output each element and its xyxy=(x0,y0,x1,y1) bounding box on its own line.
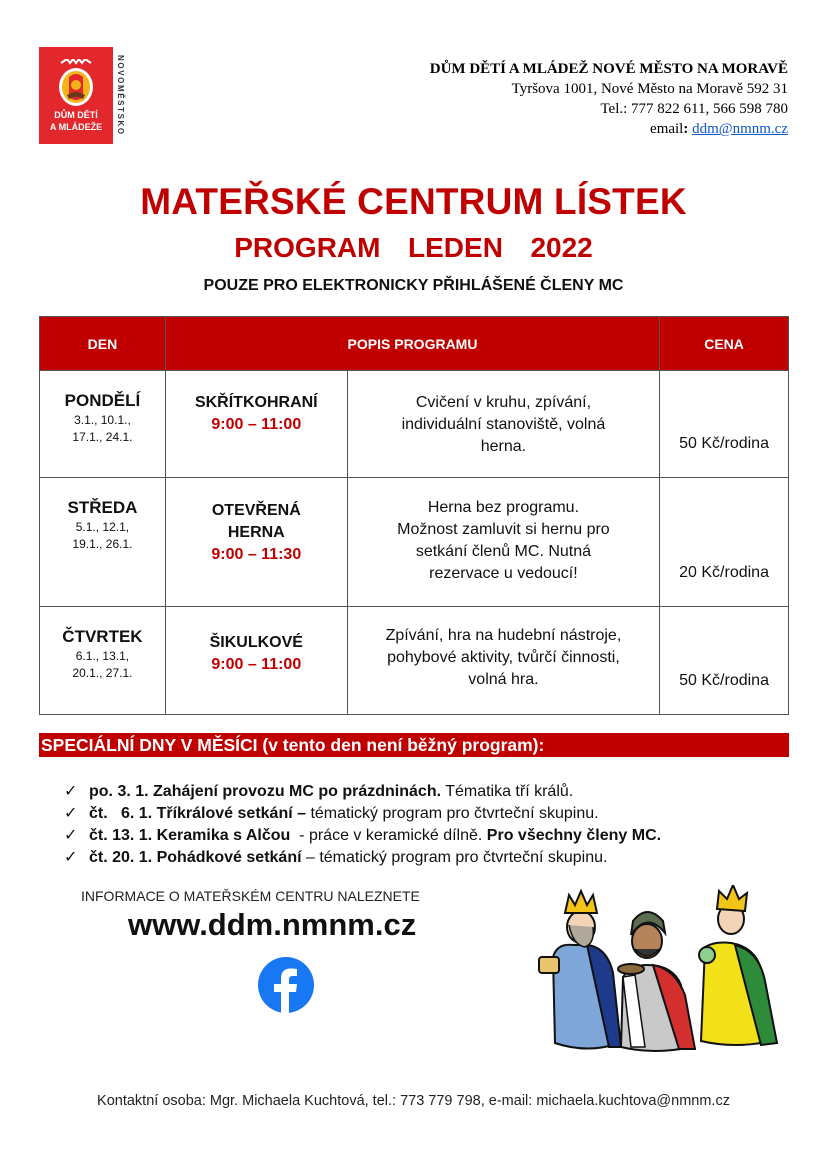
item-highlight: čt. 6. 1. Tříkrálové setkání – xyxy=(89,805,306,822)
check-icon: ✓ xyxy=(64,783,78,800)
special-days-list xyxy=(64,781,661,869)
program-description: herna. xyxy=(480,438,527,455)
program-description-cell xyxy=(347,371,659,478)
item-text: Tématika tří králů. xyxy=(441,783,574,800)
logo-emblem-icon xyxy=(53,59,99,109)
program-description: individuální stanoviště, volná xyxy=(401,416,606,433)
table-header-row xyxy=(40,317,789,371)
day-name: ČTVRTEK xyxy=(62,627,143,646)
price-cell: 20 Kč/rodina xyxy=(660,478,789,607)
program-table xyxy=(39,316,789,715)
org-name: DŮM DĚTÍ A MLÁDEŽ NOVÉ MĚSTO NA MORAVĚ xyxy=(429,61,788,77)
item-highlight: čt. 13. 1. Keramika s Alčou xyxy=(89,827,291,844)
item-text: - práce v keramické dílně. xyxy=(290,827,487,844)
day-cell xyxy=(40,371,166,478)
header-day: DEN xyxy=(40,317,166,371)
item-text: tématický program pro čtvrteční skupinu. xyxy=(306,805,599,822)
program-description: Cvičení v kruhu, zpívání, xyxy=(415,394,592,411)
organization-header xyxy=(430,59,788,139)
logo-text-line2: A MLÁDEŽE xyxy=(49,122,103,132)
check-icon: ✓ xyxy=(64,805,78,822)
program-description: Zpívání, hra na hudební nástroje, xyxy=(385,627,622,644)
list-item xyxy=(64,825,661,847)
org-address: Tyršova 1001, Nové Město na Moravě 592 31 xyxy=(511,81,788,97)
day-dates: 17.1., 24.1. xyxy=(72,430,133,444)
day-cell xyxy=(40,607,166,715)
program-time: 9:00 – 11:00 xyxy=(211,656,302,673)
facebook-icon[interactable] xyxy=(258,957,314,1013)
contact-person: Kontaktní osoba: Mgr. Michaela Kuchtová, tel.: 773 779 798, e-mail: michaela.kuchtova@nmnm.cz xyxy=(97,1093,730,1109)
page-subtitle: PROGRAM LEDEN 2022 xyxy=(234,232,593,263)
program-description: Možnost zamluvit si hernu pro xyxy=(397,521,610,538)
program-name: ŠIKULKOVÉ xyxy=(209,634,303,651)
email-colon: : xyxy=(683,121,693,137)
table-row xyxy=(40,371,789,478)
info-label: INFORMACE O MATEŘSKÉM CENTRU NALEZNETE xyxy=(81,888,420,904)
day-name: PONDĚLÍ xyxy=(64,391,141,410)
program-description: pohybové aktivity, tvůrčí činnosti, xyxy=(387,649,620,666)
check-icon: ✓ xyxy=(64,827,78,844)
item-highlight-end: Pro všechny členy MC. xyxy=(486,827,662,844)
price-cell: 50 Kč/rodina xyxy=(660,607,789,715)
item-highlight: čt. 20. 1. Pohádkové setkání xyxy=(89,849,302,866)
website-link[interactable]: www.ddm.nmnm.cz xyxy=(128,907,417,942)
three-kings-illustration xyxy=(535,885,785,1055)
program-name-cell xyxy=(165,607,347,715)
program-time: 9:00 – 11:30 xyxy=(211,546,302,563)
program-description: setkání členů MC. Nutná xyxy=(415,543,592,560)
item-text: – tématický program pro čtvrteční skupinu. xyxy=(301,849,608,866)
program-description: Herna bez programu. xyxy=(427,499,580,516)
day-dates: 20.1., 27.1. xyxy=(72,666,133,680)
table-row xyxy=(40,478,789,607)
program-name-cell xyxy=(165,478,347,607)
program-description-cell xyxy=(347,607,659,715)
list-item xyxy=(64,781,661,803)
program-name: HERNA xyxy=(227,524,285,541)
logo-text-line1: DŮM DĚTÍ xyxy=(54,110,98,120)
header-price: CENA xyxy=(660,317,789,371)
logo-vertical-text: NOVOMĚSTSKO xyxy=(116,55,125,136)
ddm-logo xyxy=(39,47,113,144)
day-cell xyxy=(40,478,166,607)
page-title: MATEŘSKÉ CENTRUM LÍSTEK xyxy=(140,181,687,222)
day-dates: 3.1., 10.1., xyxy=(74,413,131,427)
program-description-cell xyxy=(347,478,659,607)
table-row xyxy=(40,607,789,715)
program-time: 9:00 – 11:00 xyxy=(211,416,302,433)
email-label: email xyxy=(650,121,684,137)
program-name-cell xyxy=(165,371,347,478)
item-highlight: po. 3. 1. Zahájení provozu MC po prázdninách. xyxy=(89,783,442,800)
org-phone: Tel.: 777 822 611, 566 598 780 xyxy=(600,101,788,117)
day-dates: 6.1., 13.1, xyxy=(75,649,130,663)
program-description: volná hra. xyxy=(468,671,539,688)
special-days-heading: SPECIÁLNÍ DNY V MĚSÍCI (v tento den není běžný program): xyxy=(39,733,789,757)
list-item xyxy=(64,847,661,869)
day-name: STŘEDA xyxy=(67,498,138,517)
email-link[interactable]: ddm@nmnm.cz xyxy=(692,121,788,137)
members-only-note: POUZE PRO ELEKTRONICKY PŘIHLÁŠENÉ ČLENY MC xyxy=(203,277,624,294)
price-cell: 50 Kč/rodina xyxy=(660,371,789,478)
day-dates: 5.1., 12.1, xyxy=(75,520,130,534)
program-description: rezervace u vedoucí! xyxy=(429,565,578,582)
check-icon: ✓ xyxy=(64,849,78,866)
program-name: OTEVŘENÁ xyxy=(211,502,301,519)
header-program: POPIS PROGRAMU xyxy=(165,317,659,371)
org-email-line xyxy=(430,119,788,139)
list-item xyxy=(64,803,661,825)
day-dates: 19.1., 26.1. xyxy=(72,537,133,551)
program-name: SKŘÍTKOHRANÍ xyxy=(194,394,318,411)
